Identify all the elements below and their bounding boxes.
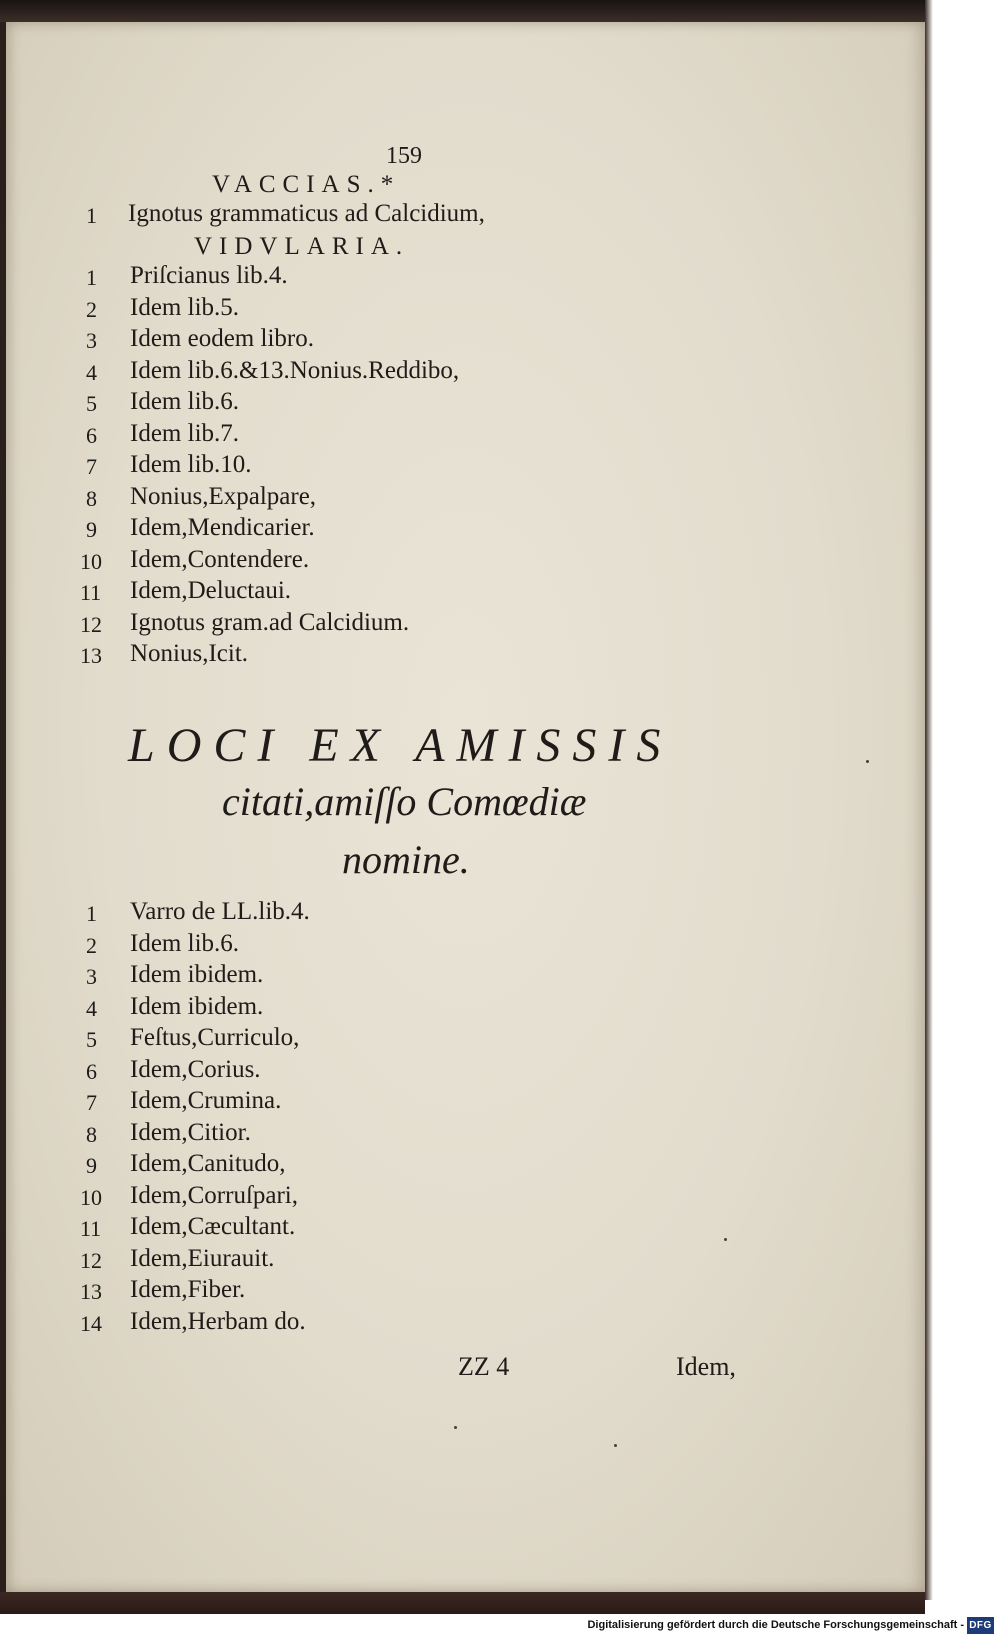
entry-text: Idem,Citior. [130,1118,251,1146]
entry-text: Idem,Deluctaui. [130,577,292,604]
entry-text: Idem lib.6.&13.Nonius.Reddibo, [130,356,460,384]
entry-number: 5 [86,1027,97,1052]
catchword: Idem, [676,1352,736,1381]
section-title-loci: LOCI EX AMISSIS [128,719,673,772]
entry-text: Idem lib.7. [130,419,240,447]
entry-text: Idem,Cæcultant. [130,1213,296,1240]
entry-text: Idem ibidem. [130,992,264,1020]
entry-text: Ignotus gram.ad Calcidium. [130,608,410,636]
entry-number: 1 [86,901,97,926]
entry-number: 3 [86,964,97,989]
entry-number: 10 [80,548,102,574]
scan-right-shadow [925,0,933,1600]
entry-text: Idem,Eiurauit. [130,1244,275,1272]
entry-text: Varro de LL.lib.4. [130,898,310,925]
entry-number: 6 [86,422,97,448]
entry-text: Feſtus,Curriculo, [130,1024,300,1051]
section-subtitle-end: nomine. [342,837,470,882]
scan-top-border [0,0,1000,22]
entry-text: Nonius,Icit. [130,640,249,667]
entry-text: Idem,Mendicarier. [130,514,315,541]
paper-speck [614,1444,617,1447]
footer-credit: Digitalisierung gefördert durch die Deutsche Forschungsgemeinschaft - [587,1619,964,1631]
entry-number: 1 [86,203,97,228]
entry-number: 9 [86,517,97,542]
entry-text: Idem,Corius. [130,1055,261,1083]
entry-number: 13 [80,1279,102,1304]
entry-number: 13 [80,643,102,668]
entry-text: Nonius,Expalpare, [130,482,317,510]
dfg-logo-icon: DFG [967,1617,994,1634]
entry-number: 7 [86,454,97,479]
entry-text: Idem,Canitudo, [130,1150,286,1177]
entry-text: Idem,Contendere. [130,545,310,573]
entry-text: Idem lib.10. [130,451,252,478]
scan-bottom-border [0,1592,925,1614]
entry-number: 12 [80,1247,102,1273]
entry-text: Idem,Herbam do. [130,1307,306,1335]
section-subtitle: citati,amiſſo Comœdiæ [222,779,587,824]
entry-text: Ignotus grammaticus ad Calcidium, [128,200,485,227]
page-number: 159 [386,143,422,169]
entry-text: Idem eodem libro. [130,325,314,352]
entry-number: 2 [86,296,97,322]
entry-number: 9 [86,1153,97,1178]
entry-text: Idem lib.5. [130,293,240,321]
paper-speck [454,1426,457,1429]
entry-text: Idem ibidem. [130,961,264,988]
entry-number: 14 [80,1310,102,1336]
entry-text: Idem,Fiber. [130,1276,246,1303]
entry-text: Idem lib.6. [130,929,240,957]
entry-number: 1 [86,265,97,290]
entry-number: 8 [86,1121,97,1147]
entry-text: Idem,Crumina. [130,1087,282,1114]
entry-number: 10 [80,1184,102,1210]
entry-text: Priſcianus lib.4. [130,262,288,289]
entry-text: Idem lib.6. [130,388,240,415]
section-heading-vidularia: VIDVLARIA. [194,233,410,260]
entry-number: 8 [86,485,97,511]
entry-text: Idem,Corruſpari, [130,1181,299,1209]
scan-right-margin [925,0,1000,1639]
entry-number: 7 [86,1090,97,1115]
entry-number: 6 [86,1058,97,1084]
entry-number: 11 [80,1216,102,1241]
entry-number: 5 [86,391,97,416]
entry-number: 12 [80,611,102,637]
entry-number: 2 [86,932,97,958]
section-heading-vaccias: VACCIAS.* [212,171,401,198]
entry-number: 4 [86,995,97,1021]
entry-number: 3 [86,328,97,353]
signature-mark: ZZ 4 [458,1352,510,1381]
entry-number: 11 [80,580,102,605]
paper-speck [866,760,869,763]
paper-speck [724,1238,727,1241]
entry-number: 4 [86,359,97,385]
